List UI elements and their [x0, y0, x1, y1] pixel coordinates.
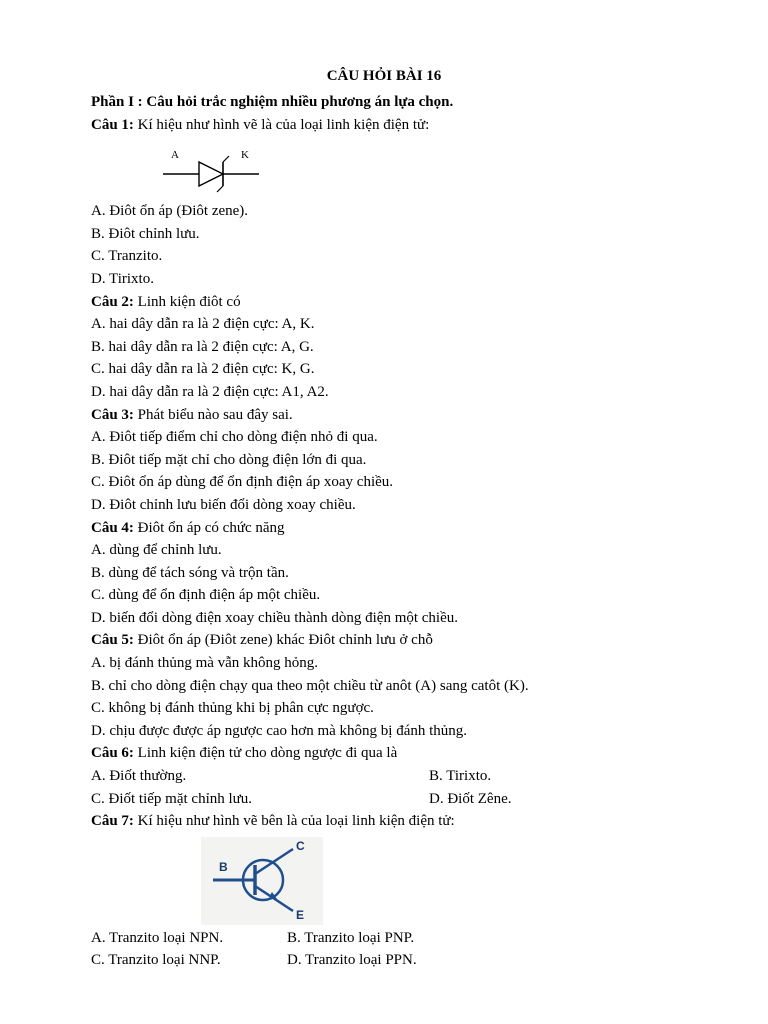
question-4 [91, 517, 731, 540]
q3-option-a: A. Điôt tiếp điểm chỉ cho dòng điện nhỏ đi qua. [91, 429, 378, 446]
question-label: Câu 5: [91, 632, 134, 649]
q4-option-d: D. biến đổi dòng điện xoay chiều thành dòng điện một chiều. [91, 609, 459, 626]
q6-option-c: C. Điốt tiếp mặt chỉnh lưu. [91, 790, 253, 807]
q6-options-row-1 [91, 765, 731, 788]
question-text: Kí hiệu như hình vẽ là của loại linh kiện điện tử: [133, 116, 430, 133]
question-1 [91, 114, 731, 137]
zener-diode-symbol [91, 144, 291, 194]
question-label: Câu 3: [91, 406, 134, 423]
q3-option-b: B. Điôt tiếp mặt chỉ cho dòng điện lớn đi qua. [91, 451, 367, 468]
q1-option-b: B. Điôt chỉnh lưu. [91, 225, 200, 242]
question-text: Kí hiệu như hình vẽ bên là của loại linh kiện điện tử: [133, 813, 455, 830]
q7-option-a: A. Tranzito loại NPN. [91, 929, 224, 946]
q5-option-c: C. không bị đánh thủng khi bị phân cực ngược. [91, 700, 374, 717]
question-text: Linh kiện điện tử cho dòng ngược đi qua là [133, 745, 398, 762]
npn-transistor-symbol [91, 835, 331, 927]
collector-label: C [296, 838, 305, 853]
page-title: CÂU HỎI BÀI 16 [326, 68, 442, 84]
q6-option-d: D. Điốt Zêne. [429, 790, 512, 807]
question-3 [91, 404, 731, 427]
q1-option-d: D. Tirixto. [91, 270, 154, 287]
question-6 [91, 742, 731, 765]
q1-option-a: A. Điôt ổn áp (Điôt zene). [91, 203, 249, 220]
question-label: Câu 1: [91, 116, 134, 133]
q1-option-c: C. Tranzito. [91, 248, 163, 265]
q7-option-c: C. Tranzito loại NNP. [91, 952, 221, 969]
zener-diode-figure [91, 144, 731, 194]
q7-options-row-2 [91, 949, 731, 972]
question-text: Điôt ổn áp có chức năng [133, 519, 285, 536]
q2-option-d: D. hai dây dẫn ra là 2 điện cực: A1, A2. [91, 383, 329, 400]
question-2 [91, 291, 731, 314]
q7-options-row-1 [91, 927, 731, 950]
question-7 [91, 810, 731, 833]
question-text: Phát biểu nào sau đây sai. [133, 406, 293, 423]
part-heading: Phần I : Câu hỏi trắc nghiệm nhiều phương án lựa chọn. [91, 94, 454, 110]
q6-options-row-2 [91, 788, 731, 811]
q2-option-c: C. hai dây dẫn ra là 2 điện cực: K, G. [91, 361, 315, 378]
cathode-label: K [241, 149, 249, 162]
question-label: Câu 6: [91, 745, 134, 762]
question-text: Điôt ổn áp (Điôt zene) khác Điôt chỉnh lưu ở chỗ [133, 632, 433, 649]
question-5 [91, 629, 731, 652]
q3-option-c: C. Điôt ổn áp dùng để ổn định điện áp xoay chiều. [91, 474, 394, 491]
transistor-figure [91, 835, 731, 927]
question-text: Linh kiện điôt có [133, 293, 241, 310]
document-body [91, 91, 731, 972]
q4-option-a: A. dùng để chỉnh lưu. [91, 542, 222, 559]
question-label: Câu 7: [91, 813, 134, 830]
question-label: Câu 2: [91, 293, 134, 310]
question-label: Câu 4: [91, 519, 134, 536]
anode-label: A [171, 149, 179, 162]
q2-option-a: A. hai dây dẫn ra là 2 điện cực: A, K. [91, 316, 315, 333]
q7-option-b: B. Tranzito loại PNP. [287, 929, 415, 946]
q5-option-d: D. chịu được được áp ngược cao hơn mà không bị đánh thủng. [91, 722, 468, 739]
emitter-label: E [296, 907, 305, 922]
q4-option-b: B. dùng để tách sóng và trộn tần. [91, 564, 289, 581]
q3-option-d: D. Điôt chỉnh lưu biến đổi dòng xoay chiều. [91, 496, 356, 513]
base-label: B [219, 859, 228, 874]
q7-option-d: D. Tranzito loại PPN. [287, 952, 417, 969]
q6-option-a: A. Điốt thường. [91, 768, 187, 785]
q5-option-a: A. bị đánh thủng mà vẫn không hỏng. [91, 655, 319, 672]
q4-option-c: C. dùng để ổn định điện áp một chiều. [91, 587, 321, 604]
q6-option-b: B. Tirixto. [429, 768, 492, 785]
q2-option-b: B. hai dây dẫn ra là 2 điện cực: A, G. [91, 338, 314, 355]
q5-option-b: B. chỉ cho dòng điện chạy qua theo một chiều từ anôt (A) sang catôt (K). [91, 677, 529, 694]
